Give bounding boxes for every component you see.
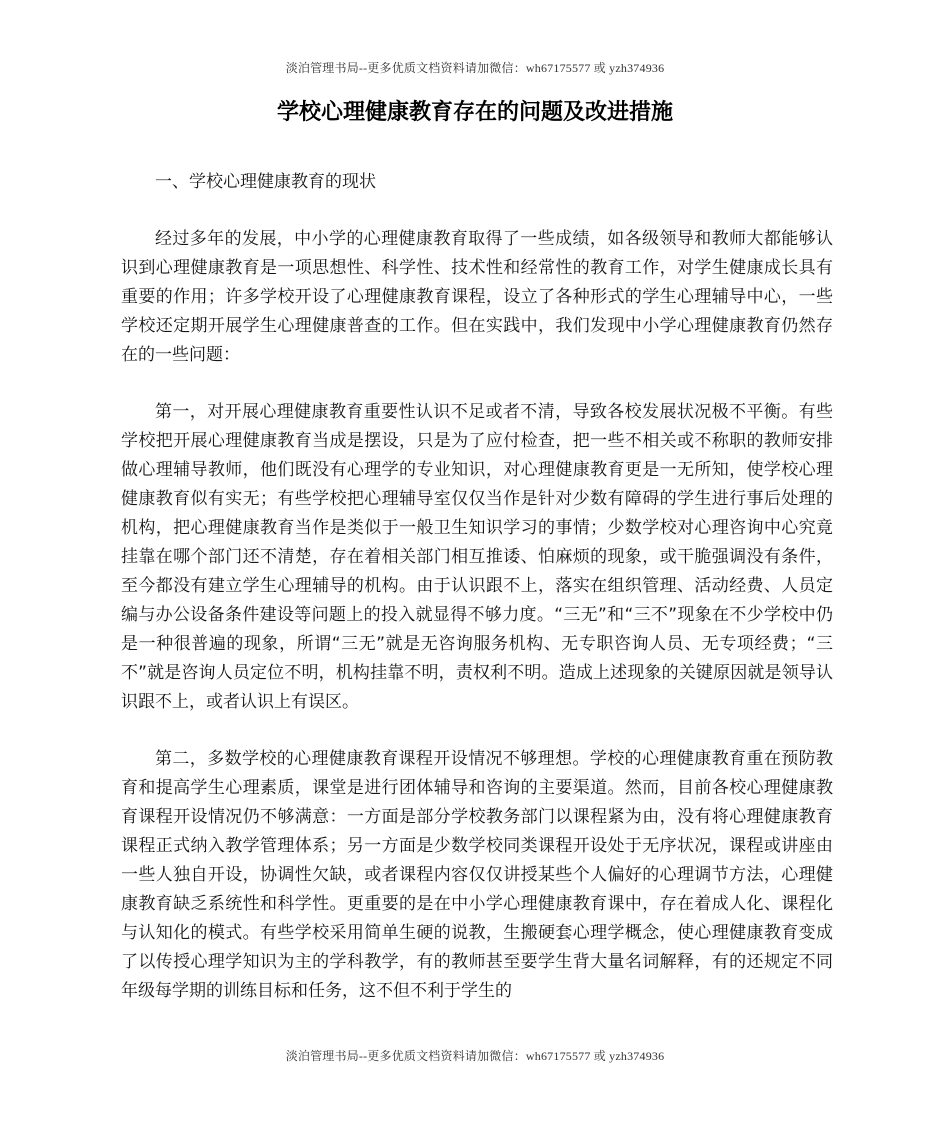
page-header: 淡泊管理书局--更多优质文档资料请加微信：wh67175577 或 yzh374936 [285,61,665,75]
paragraph-problem-one: 第一，对开展心理健康教育重要性认识不足或者不清，导致各校发展状况极不平衡。有些学校把开展心理健康教育当成是摆设，只是为了应付检查，把一些不相关或不称职的教师安排做心理辅导教师，他们既没有心理学的专业知识，对心理健康教育更是一无所知，使学校心理健康教育似有实无；有些学校把心理辅导室仅仅当作是针对少数有障碍的学生进行事后处理的机构，把心理健康教育当作是类似于一般卫生知识学习的事情；少数学校对心理咨询中心究竟挂靠在哪个部门还不清楚，存在着相关部门相互推诿、怕麻烦的现象，或干脆强调没有条件，至今都没有建立学生心理辅导的机构。由于认识跟不上，落实在组织管理、活动经费、人员定编与办公设备条件建设等问题上的投入就显得不够力度。“三无”和“三不”现象在不少学校中仍是一种很普遍的现象，所谓“三无”就是无咨询服务机构、无专职咨询人员、无专项经费；“三不”就是咨询人员定位不明，机构挂靠不明，责权利不明。造成上述现象的关键原因就是领导认识跟不上，或者认识上有误区。 [121,402,833,712]
section-heading: 一、学校心理健康教育的现状 [155,172,376,192]
document-title: 学校心理健康教育存在的问题及改进措施 [276,100,673,125]
paragraph-problem-two: 第二，多数学校的心理健康教育课程开设情况不够理想。学校的心理健康教育重在预防教育和提高学生心理素质，课堂是进行团体辅导和咨询的主要渠道。然而，目前各校心理健康教育课程开设情况仍不够满意：一方面是部分学校教务部门以课程紧为由，没有将心理健康教育课程正式纳入教学管理体系；另一方面是少数学校同类课程开设处于无序状况，课程或讲座由一些人独自开设，协调性欠缺，或者课程内容仅仅讲授某些个人偏好的心理调节方法，心理健康教育缺乏系统性和科学性。更重要的是在中小学心理健康教育课中，存在着成人化、课程化与认知化的模式。有些学校采用简单生硬的说教，生搬硬套心理学概念，使心理健康教育变成了以传授心理学知识为主的学科教学，有的教师甚至要学生背大量名词解释，有的还规定不同年级每学期的训练目标和任务，这不但不利于学生的 [121,749,833,1001]
page-footer: 淡泊管理书局--更多优质文档资料请加微信：wh67175577 或 yzh374936 [285,1049,665,1063]
paragraph-status-overview: 经过多年的发展，中小学的心理健康教育取得了一些成绩，如各级领导和教师大都能够认识到心理健康教育是一项思想性、科学性、技术性和经常性的教育工作，对学生健康成长具有重要的作用；许多学校开设了心理健康教育课程，设立了各种形式的学生心理辅导中心，一些学校还定期开展学生心理健康普查的工作。但在实践中，我们发现中小学心理健康教育仍然存在的一些问题： [121,229,833,365]
document-body [121,168,833,1034]
